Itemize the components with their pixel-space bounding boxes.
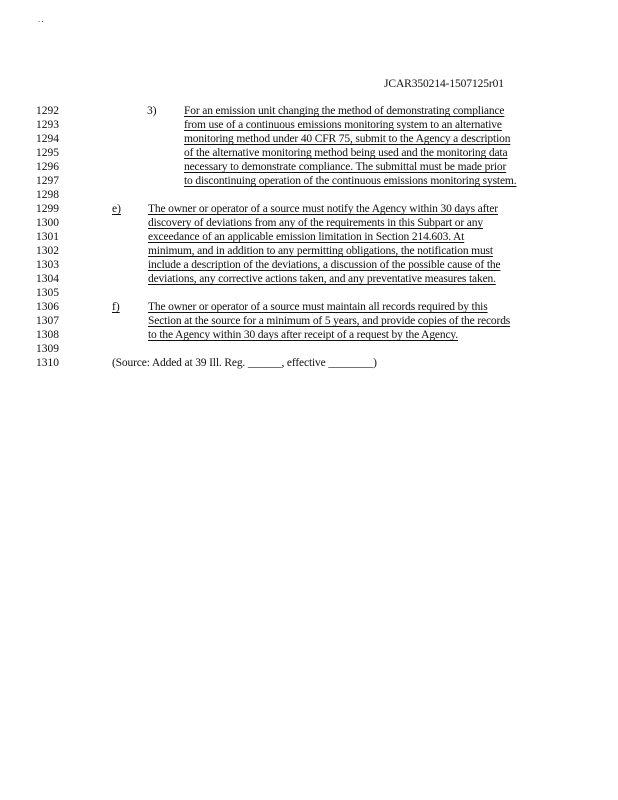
line-text: Section at the source for a minimum of 5 years, and provide copies of the records: [148, 315, 511, 327]
line-text: The owner or operator of a source must maintain all records required by this: [148, 301, 488, 313]
line-text: discovery of deviations from any of the requirements in this Subpart or any: [148, 217, 483, 229]
line-number: 1297: [36, 175, 59, 187]
line-text: to the Agency within 30 days after receipt of a request by the Agency.: [148, 329, 459, 341]
line-text: exceedance of an applicable emission limitation in Section 214.603. At: [148, 231, 465, 243]
line-text: of the alternative monitoring method being used and the monitoring data: [184, 147, 508, 159]
line-text: necessary to demonstrate compliance. The submittal must be made prior: [184, 161, 507, 173]
line-text: deviations, any corrective actions taken, and any preventative measures taken.: [148, 273, 496, 285]
line-text: include a description of the deviations, a discussion of the possible cause of the: [148, 259, 501, 271]
corner-mark: ..: [38, 14, 45, 24]
line-number: 1305: [36, 287, 59, 299]
line-number: 1292: [36, 105, 59, 117]
line-number: 1296: [36, 161, 59, 173]
line-number: 1295: [36, 147, 59, 159]
line-text: from use of a continuous emissions monitoring system to an alternative: [184, 119, 502, 131]
line-number: 1302: [36, 245, 59, 257]
item-marker: 3): [147, 105, 157, 117]
line-text: For an emission unit changing the method of demonstrating compliance: [184, 105, 505, 117]
line-text: to discontinuing operation of the continuous emissions monitoring system.: [184, 175, 517, 187]
document-id: JCAR350214-1507125r01: [384, 78, 504, 90]
line-number: 1310: [36, 357, 59, 369]
line-number: 1294: [36, 133, 59, 145]
line-number: 1303: [36, 259, 59, 271]
line-text: monitoring method under 40 CFR 75, submit to the Agency a description: [184, 133, 511, 145]
line-number: 1306: [36, 301, 59, 313]
line-number: 1298: [36, 189, 59, 201]
line-text: minimum, and in addition to any permitting obligations, the notification must: [148, 245, 493, 257]
line-number: 1308: [36, 329, 59, 341]
line-number: 1293: [36, 119, 59, 131]
line-number: 1307: [36, 315, 59, 327]
line-number: 1301: [36, 231, 59, 243]
line-number: 1304: [36, 273, 59, 285]
item-marker: e): [112, 203, 121, 215]
line-number: 1309: [36, 343, 59, 355]
line-number: 1299: [36, 203, 59, 215]
item-marker: f): [112, 301, 120, 313]
line-text: The owner or operator of a source must notify the Agency within 30 days after: [148, 203, 498, 215]
source-note: (Source: Added at 39 Ill. Reg. ______, effective ________): [112, 357, 377, 369]
line-number: 1300: [36, 217, 59, 229]
